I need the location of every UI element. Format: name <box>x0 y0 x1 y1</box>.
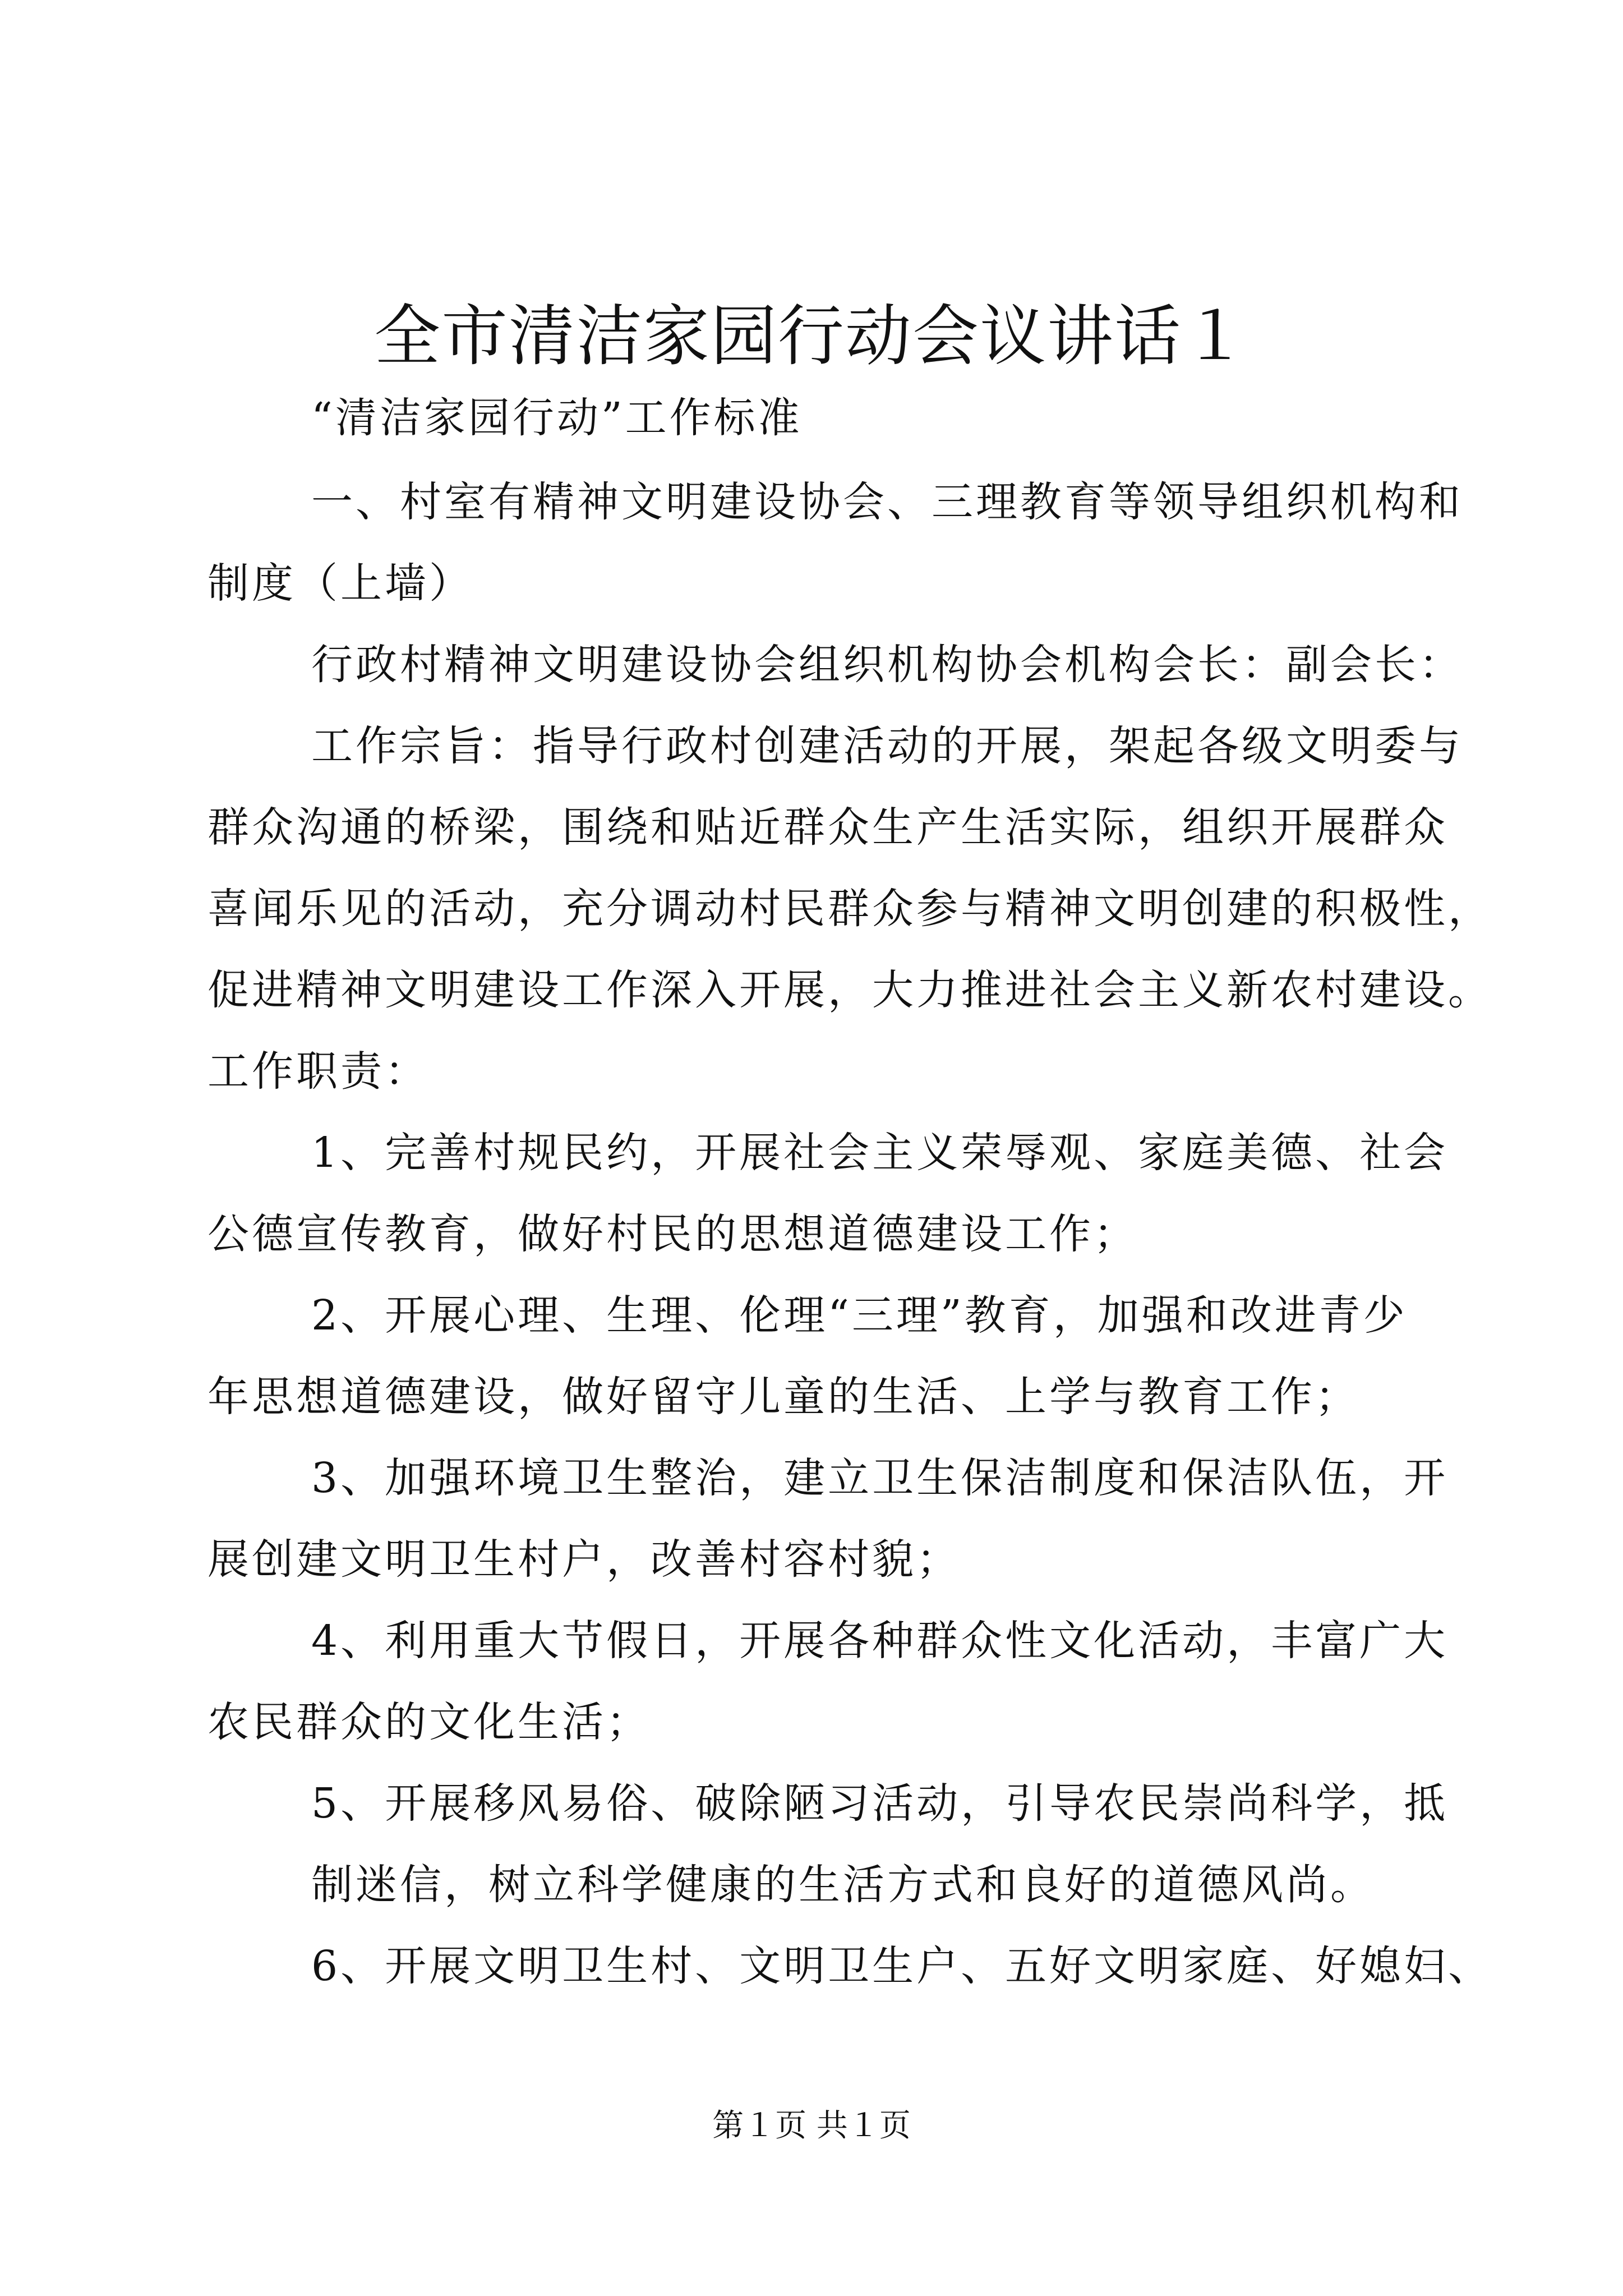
list-item-continued: 展创建文明卫生村户，改善村容村貌； <box>208 1535 961 1584</box>
list-item-continued: 制迷信，树立科学健康的生活方式和良好的道德风尚。 <box>311 1861 1375 1909</box>
list-item-continued: 农民群众的文化生活； <box>208 1698 651 1746</box>
paragraph-line: 工作宗旨：指导行政村创建活动的开展，架起各级文明委与 <box>311 722 1463 770</box>
list-item: 5、开展移风易俗、破除陋习活动，引导农民崇尚科学，抵 <box>311 1779 1449 1828</box>
page-footer: 第１页 共１页 <box>712 2108 911 2144</box>
list-item: 6、开展文明卫生村、文明卫生户、五好文明家庭、好媳妇、 <box>311 1942 1493 1990</box>
paragraph-line: 促进精神文明建设工作深入开展，大力推进社会主义新农村建设。 <box>208 966 1492 1014</box>
section-heading: “清洁家园行动”工作标准 <box>311 394 803 442</box>
paragraph-line: 行政村精神文明建设协会组织机构协会机构会长：副会长： <box>311 641 1463 689</box>
list-item: 4、利用重大节假日，开展各种群众性文化活动，丰富广大 <box>311 1617 1449 1665</box>
list-item: 1、完善村规民约，开展社会主义荣辱观、家庭美德、社会 <box>311 1129 1449 1177</box>
paragraph-line: 工作职责： <box>208 1047 429 1096</box>
list-item-continued: 公德宣传教育，做好村民的思想道德建设工作； <box>208 1210 1138 1258</box>
list-item-continued: 年思想道德建设，做好留守儿童的生活、上学与教育工作； <box>208 1373 1359 1421</box>
list-item: 3、加强环境卫生整治，建立卫生保洁制度和保洁队伍，开 <box>311 1454 1449 1502</box>
paragraph-line: 群众沟通的桥梁，围绕和贴近群众生产生活实际，组织开展群众 <box>208 803 1448 852</box>
paragraph-line: 一、村室有精神文明建设协会、三理教育等领导组织机构和 <box>311 478 1463 526</box>
list-item: 2、开展心理、生理、伦理“三理”教育，加强和改进青少 <box>311 1291 1408 1340</box>
document-title: 全市清洁家园行动会议讲话１ <box>374 297 1249 375</box>
paragraph-line: 制度（上墙） <box>208 559 473 608</box>
paragraph-line: 喜闻乐见的活动，充分调动村民群众参与精神文明创建的积极性， <box>208 885 1492 933</box>
